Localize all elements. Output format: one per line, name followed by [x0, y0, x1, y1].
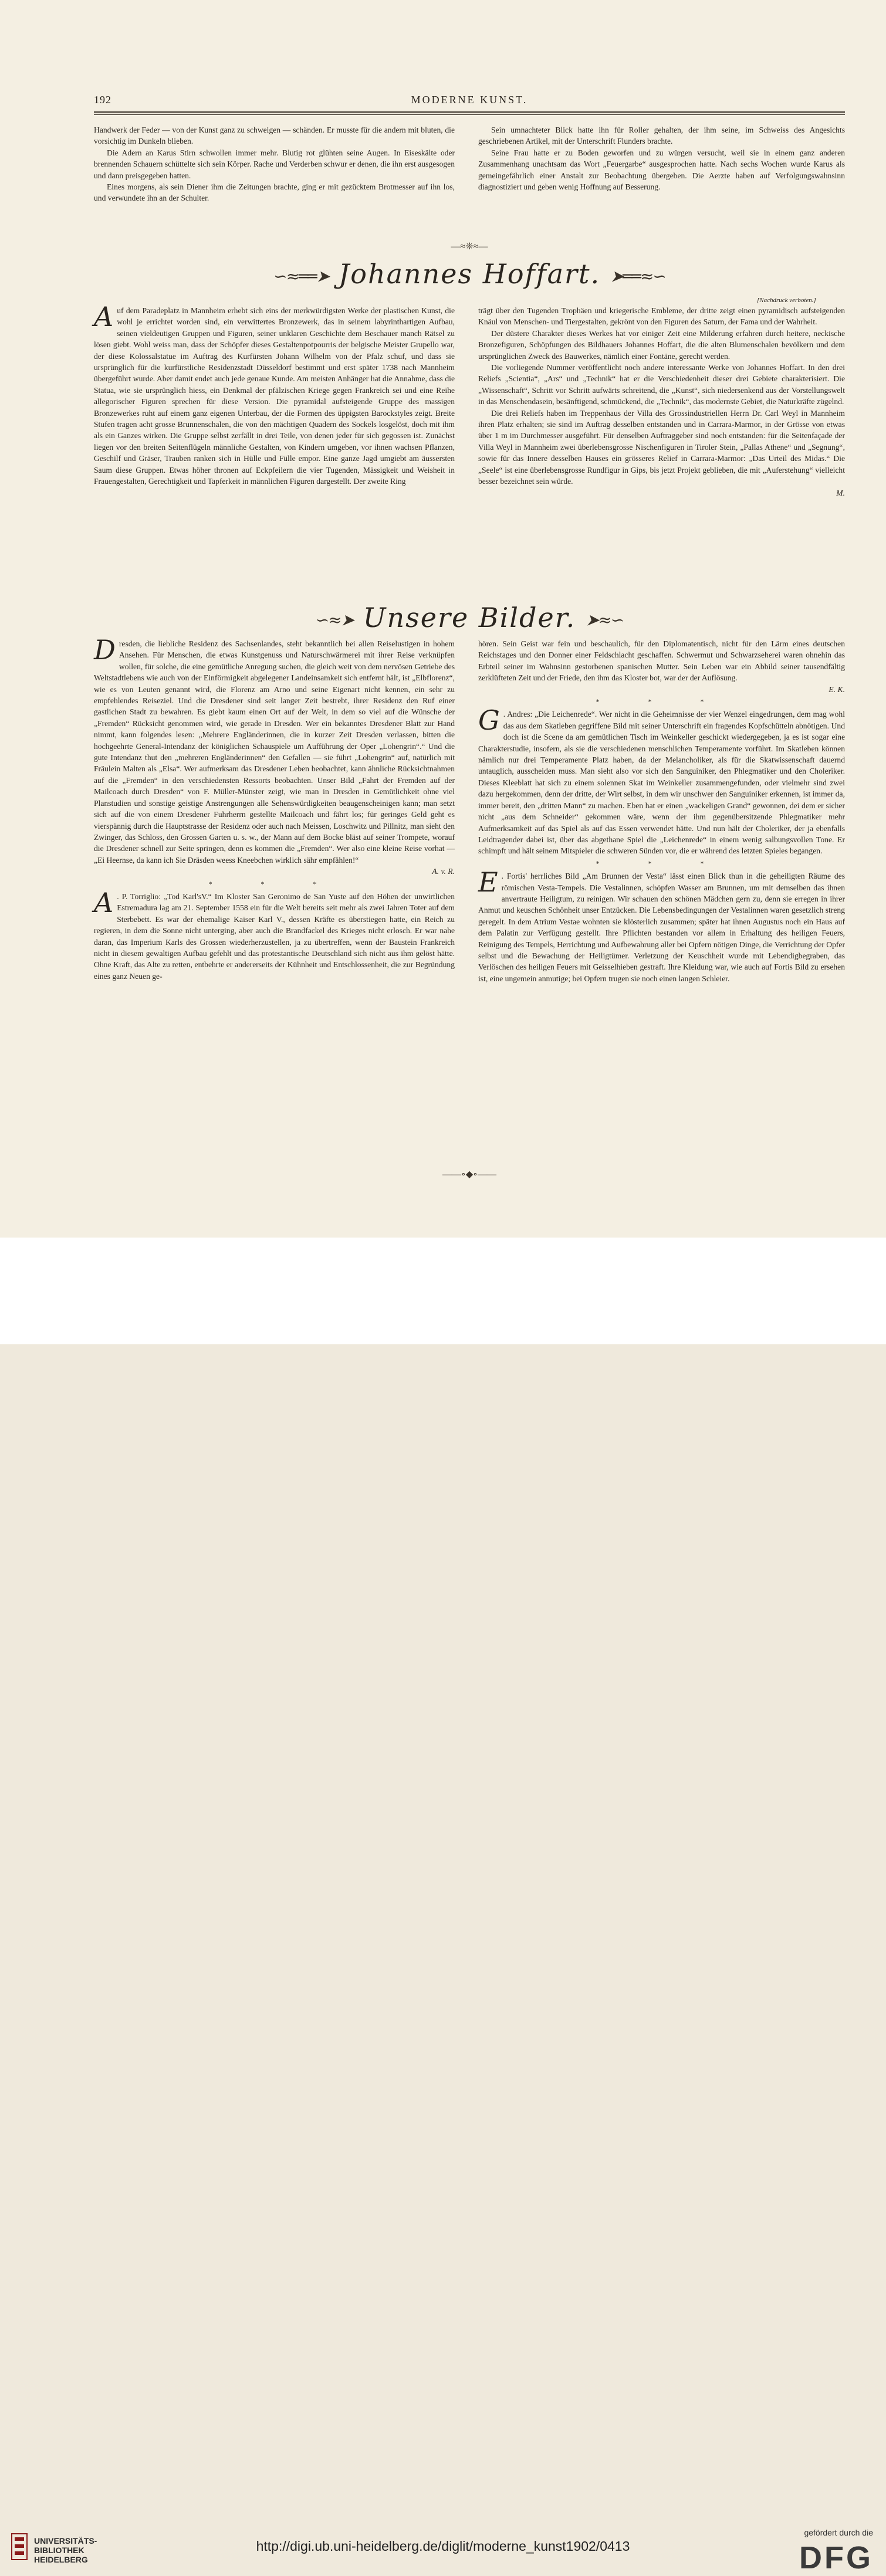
digitization-footer [0, 1238, 886, 2575]
funded-by-label: gefördert durch die [804, 2528, 873, 2537]
source-url-link[interactable]: http://digi.ub.uni-heidelberg.de/diglit/moderne_kunst1902/0413 [256, 2538, 630, 2554]
paragraph [478, 704, 845, 856]
drop-cap: A [94, 301, 114, 333]
swash-ornament-left: ∽≈➤ [315, 610, 354, 630]
ornament-divider: —≈❈≈— [451, 242, 488, 252]
paragraph: Eines morgens, als sein Diener ihm die Zeitungen brachte, ging er mit gezücktem Brotmesser auf ihn los, und verwundete ihn an der Schulter. [94, 182, 455, 203]
hoffart-right-column [478, 305, 845, 499]
page-number: 192 [94, 94, 111, 106]
article-title-hoffart [94, 258, 845, 290]
section-stars: * * * [596, 859, 728, 867]
article-title-bilder [94, 602, 845, 633]
author-signature: M. [836, 488, 845, 497]
hoffart-left-column [94, 301, 455, 487]
header-rule [94, 111, 845, 115]
author-signature: E. K. [828, 684, 845, 694]
paragraph [94, 301, 455, 487]
running-head [94, 94, 845, 109]
drop-cap: A [94, 886, 114, 918]
scanned-page [0, 0, 886, 1238]
drop-cap: D [94, 634, 116, 666]
top-left-column [94, 124, 455, 204]
headline-text: Unsere Bilder. [363, 602, 576, 633]
swash-ornament-left: ∽≈══➤ [273, 266, 329, 286]
paragraph-text: uf dem Paradeplatz in Mannheim erhebt sich eins der merkwürdigsten Werke der plastischen Kunst, die wohl je errichtet worden sind, ein verwittertes Bronzewerk, das in seinem labyrinthartigen Aufbau, seinen vieldeutigen Gruppen und Figuren, seiner unklaren Geschichte dem Beschauer manch Rätsel zu lösen giebt. Wohl weiss man, dass der Schöpfer dieses Gestaltenpotpourris der belgische Meister Grupello war, der diese Kolossalstatue im Auftrag des Kurfürsten Johann Wilhelm von der Pfalz schuf, und dass sie ursprünglich für die kurfürstliche Residenzstadt Düsseldorf bestimmt und erst später 1738 nach Mannheim übergeführt wurde. Aber damit endet auch jede genaue Kunde. Am meisten Anhänger hat die Annahme, dass die Statua, wie sie ursprünglich hiess, ein Denkmal der pfälzischen Kriege gegen Frankreich sei und eine Reihe allegorischer Figuren sprechen für diese Version. Die pyramidal aufsteigende Gruppe des massigen Bronzewerkes ruht auf einem ganz eigenen Unterbau, der die Formen des üppigsten Barockstyles zeigt. Breite Stufen tragen acht grosse Brunnenschalen, die von den mächtigen Quadern des Sockels losgelöst, doch mit ihm als ein Ganzes wirken. Die Gruppe selbst zerfällt in drei Teile, von denen jeder für sich gegossen ist. Zunächst liegen vor den breiten Seitenflügeln männliche Gestalten, von Kindern umgeben, vor ihnen wachsen Pflanzen, Geschilf und Gräser, Trauben ranken sich in Hülle und Fülle empor. Eine ganze Jagd umgiebt am äussersten Saum diese Gruppen. Etwas höher thronen auf Eckpfeilern die vier Tugenden, Mässigkeit und Weisheit in Frauengestalten, Gerechtigkeit und Tapferkeit in männlichen Figuren dargestellt. Der zweite Ring [94, 306, 455, 486]
bilder-left-column [94, 634, 455, 982]
swash-ornament-right: ➤≈∽ [585, 610, 624, 630]
paragraph [478, 866, 845, 984]
swash-ornament-right: ➤══≈∽ [610, 266, 665, 286]
paragraph: Die Adern an Karus Stirn schwollen immer mehr. Blutig rot glühten seine Augen. In Eiseskälte oder brennenden Schauern schüttelte sich sein Körper. Rache und Verderben schwur er denen, die ihn erst ausgesogen und dann preisgegeben hatten. [94, 148, 455, 180]
author-signature: A. v. R. [432, 867, 455, 876]
university-name-line: HEIDELBERG [34, 2555, 88, 2564]
university-name-line: BIBLIOTHEK [34, 2546, 84, 2555]
bilder-right-column [478, 638, 845, 984]
journal-title: MODERNE KUNST. [411, 94, 528, 106]
paragraph: Seine Frau hatte er zu Boden geworfen und zu würgen versucht, weil sie in einem ganz anderen Zusammenhang unachtsam das Wort „Feuergarbe“ ausgesprochen hatte. Nach sechs Wochen wurde Karus als gemeingefährlich einer Anstalt zur Beobachtung übergeben. Die Aerzte haben auf Verfolgungswahnsinn diagnostiziert und geben wenig Hoffnung auf Besserung. [478, 148, 845, 192]
paragraph: hören. Sein Geist war fein und beschaulich, für den Diplomatentisch, nicht für den Lärm eines deutschen Reichstages und den Donner einer Feldschlacht geschaffen. Schwermut und Schwarzseherei waren ohnehin das Erbteil seiner im Wahnsinn gestorbenen spanischen Mutter. Sein Leben war ein Abbild seiner tausendfältig zerklüfteten Zeit und der Friede, den ihm das Kloster bot, war der der Auflösung. [478, 639, 845, 683]
ornament-divider-end: ——∘◆∘—— [442, 1170, 496, 1179]
section-stars: * * * [596, 697, 728, 706]
paragraph-text: . Fortis' herrliches Bild „Am Brunnen der Vesta“ lässt einen Blick thun in die geheiligten Räume des römischen Vesta-Tempels. Die Vestalinnen, schöpfen Wasser am Brunnen, um mit demselben das ihnen anvertraute Heiligtum, zu reinigen. Wir schauen den schönen Mädchen gern zu, denn sie erregen in ihrer Anmut und keuschen Schönheit unser Entzücken. Die Lebensbedingungen der Vestalinnen waren gesetzlich streng geregelt. In dem Atrium Vestae wohnten sie klösterlich zusammen; später hat ihnen Augustus noch ein Haus auf dem Palatin zur Verfügung gestellt. Ihre Pflichten bestanden vor allem in Erhaltung des heiligen Feuers, Reinigung des Tempels, Herrichtung und Aufbewahrung aller bei Opfern nötigen Dinge, die Verrichtung der Opfer selbst und die Bewachung der Heiligtümer. Verletzung der Keuschheit wurde mit Lebendigbegraben, das Verlöschen des heiligen Feuers mit Geisselhieben gestraft. Ihre Kleidung war, wie auch auf Fortis Bild zu ersehen ist, eine ungemein anmutige; bei Opfern trugen sie noch einen langen Schleier. [478, 872, 845, 983]
paragraph: trägt über den Tugenden Trophäen und kriegerische Embleme, der dritte zeigt einen pyramidisch aufsteigenden Knäul von Menschen- und Tiergestalten, gekrönt von den Figuren des Saturn, der Fama und der Wahrheit. [478, 306, 845, 327]
paragraph [94, 634, 455, 866]
top-right-column [478, 124, 845, 192]
paragraph: Der düstere Charakter dieses Werkes hat vor einiger Zeit eine Milderung erfahren durch heitere, neckische Bronzefiguren, Schöpfungen des Bildhauers Johannes Hoffart, die die alten Blumenschalen bevölkern und dem ursprünglichen Zweck des Bauwerkes, nämlich einer Fontäne, gerecht werden. [478, 328, 845, 361]
university-name-line: UNIVERSITÄTS- [34, 2536, 97, 2546]
drop-cap: G [478, 704, 500, 737]
headline-text: Johannes Hoffart. [338, 258, 601, 290]
paragraph: Die drei Reliefs haben im Treppenhaus der Villa des Grossindustriellen Herrn Dr. Carl Weyl in Mannheim ihren Platz erhalten; sie sind im Auftrag desselben entstanden und in Carrara-Marmor, in der Grösse von etwas über 1 m im Durchmesser ausgeführt. Für denselben Auftraggeber sind noch entstanden: für die Seitenfaçade der Villa Weyl in Mannheim zwei überlebensgrosse Nischenfiguren in Tiroler Stein, „Pallas Athene“ und „Segnung“, sowie für das Innere desselben Hauses ein grösseres Relief in Carrara-Marmor: „Das Urteil des Midas.“ Die „Seele“ ist eine überlebensgrosse Rundfigur in Gips, bis jetzt Projekt geblieben, die mit „Auferstehung“ vielleicht besser bezeichnet sein würde. [478, 408, 845, 486]
dfg-logo: DFG [799, 2540, 873, 2575]
paragraph-text: . P. Torriglio: „Tod Karl'sV.“ Im Kloster San Geronimo de San Yuste auf den Höhen der unwirtlichen Estremadura lag am 21. September 1558 ein für die Welt bereits seit mehr als zwei Jahren Toter auf dem Sterbebett. Es war der ehemalige Kaiser Karl V., dessen Kräfte es überstiegen hatte, ein Reich zu regieren, in dem die Sonne nicht unterging, aber auch die Brandfackel des Krieges nicht erlosch. Er war nahe daran, das Imperium Karls des Grossen wiederherzustellen, ja zu übertreffen, wenn der Baustein Frankreich nicht in diesem gewaltigen Aufbau gefehlt und das protestantische Deutschland sich nicht aus ihm gelöst hätte. Ohne Kraft, das Alte zu retten, entbehrte er andererseits der Kühnheit und Entschlossenheit, die zur Begründung eines ganz Neuen ge- [94, 892, 455, 981]
paragraph: Die vorliegende Nummer veröffentlicht noch andere interessante Werke von Johannes Hoffart. In den drei Reliefs „Scientia“, „Ars“ und „Technik“ hat er die Verschiedenheit dieser drei Gebiete charakterisiert. Die „Wissenschaft“, Schritt vor Schritt aufwärts schreitend, die „Kunst“, sich niedersenkend aus der Vorstellungswelt in das Menschendasein, besänftigend, schmückend, die „Technik“, das modernste Gebiet, die Naturkräfte zügelnd. [478, 363, 845, 406]
section-stars: * * * [208, 879, 340, 888]
paragraph [94, 886, 455, 982]
paragraph: Handwerk der Feder — von der Kunst ganz zu schweigen — schänden. Er musste für die andern mit bluten, die vorsichtig im Dunkeln blieben. [94, 126, 455, 146]
paragraph-text: resden, die liebliche Residenz des Sachsenlandes, steht bekanntlich bei allen Reiselustigen in hohem Ansehen. Für Menschen, die etwas Kunstgenuss und Naturschwärmerei mit ihrer Reise verknüpfen wollen, für solche, die eine gemütliche Anregung suchen, die gleich weit von dem nervösen Getriebe des Weltstadtlebens wie auch von der Einförmigkeit abgelegener Landeinsamkeit sich entfernt hält, ist „Elbflorenz“, wie es von Leuten genannt wird, die Florenz am Arno und seine Eigenart nicht kennen, ein sehr zu empfehlendes Reiseziel. Und die Dresdener sind seit langer Zeit bestrebt, ihrer Residenz den Ruf einer gastlichen Stadt zu bewahren. Es giebt kaum einen Ort auf der Welt, in dem so viel auf die Wünsche der „Fremden“ Rücksicht genommen wird, wie gerade in Dresden. Wer ein bekanntes Dresdener Blatt zur Hand nimmt, kann folgendes lesen: „Mehrere Engländerinnen, die in kurzer Zeit Dresden verlassen, bitten die hochgeehrte General-Intendanz der königlichen Schauspiele um Aufführung der Oper „Lohengrin“.“ Und die gute Intendanz thut den „mehreren Engländerinnen“ den Gefallen — sie führt „Lohengrin“ auf, natürlich mit Fräulein Malten als „Elsa“. Wer aufmerksam das Dresdener Leben beobachtet, kann ähnliche Rücksichtnahmen auf die „Fremden“ in den verschiedensten Ressorts beobachten. Unser Bild „Fahrt der Fremden auf der Mailcoach durch Dresden“ von F. Müller-Münster zeigt, wie man in Dresden in Gemütlichkeit ohne viel Planstudien und sonstige geistige Anstrengungen alle Sehenswürdigkeiten beaugenscheinigen kann; man setzt sich auf die von einem Dresdener Fuhrherrn gestellte Mailcoach und fährt los; für geringes Geld geht es vierspännig durch die Hauptstrasse der Residenz oder auch nach Meissen, Loschwitz und Pillnitz, man sieht den Zwinger, das Schloss, den Grossen Garten u. s. w., der Mann auf dem Bocke bläst auf seiner Trompete, worauf die Dresdener schnell zur Seite springen, denn es kommen die „Fremden“. Wer also eine kleine Reise vorhat — „Ei Heernse, da kann ich Sie Dräsden weess Kneebchen wirklich sähr empfählen!“ [94, 639, 455, 865]
paragraph: Sein umnachteter Blick hatte ihn für Roller gehalten, der ihm seine, im Schweiss des Angesichts geschriebenen Artikel, mit der Unterschrift Flunders brachte. [478, 126, 845, 146]
reprint-note: [Nachdruck verboten.] [757, 297, 816, 304]
paragraph-text: . Andres: „Die Leichenrede“. Wer nicht in die Geheimnisse der vier Wenzel eingedrungen, dem mag wohl das aus dem Skatleben gegriffene Bild mit seiner Unterschrift ein fragendes Kopfschütteln abnötigen. Und doch ist die Scene da am gemütlichen Tisch im Weinkeller geschickt wiedergegeben, ja es ist sogar eine Charakterstudie, insofern, als sie die verschiedenen menschlichen Temperamente vorführt. Im Skatleben können nämlich nur drei Temperamente Platz haben, da der Melancholiker, als für die Skatwissenschaft dauernd untauglich, ausscheiden muss. Man sieht also vor sich den Sanguiniker, den Phlegmatiker und den Choleriker. Dieses Kleeblatt hat sich zu einem solennen Skat im Weinkeller zusammengefunden, oder vielmehr sind zwei dazu hergekommen, denn der dritte, der Wirt selbst, in dem wir unschwer den Sanguiniker erkennen, ist immer da, immer bereit, den „dritten Mann“ zu machen. Eben hat er einen „wackeligen Grand“ gewonnen, dei dem er sicher nicht „aus dem Schneider“ gekommen wäre, wenn der ihm gegenübersitzende Phlegmatiker mehr Aufmerksamkeit auf das Spiel als auf das Essen verwendet hätte. Und nun hält der Choleriker, der ja ebenfalls Leidtragender dabei ist, über das abgethane Spiel die „Leichenrede“ in einem wenig salbungsvollen Tone. Er schimpft und hält seinem Mitspieler die schweren Sünden vor, die er während des letzten Spieles begangen. [478, 710, 845, 856]
drop-cap: E [478, 866, 498, 899]
